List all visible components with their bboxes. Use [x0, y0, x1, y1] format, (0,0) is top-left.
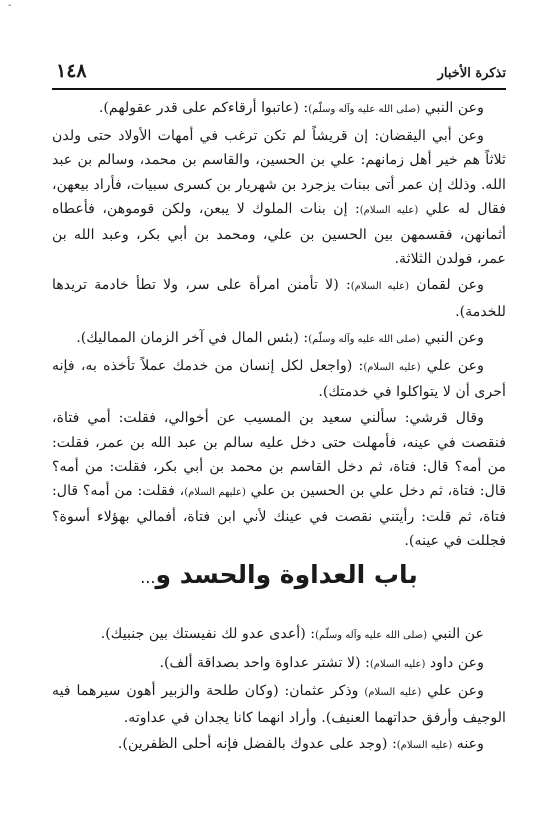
page-header	[52, 58, 506, 90]
paragraph-text: وذكر عثمان: (وكان طلحة والزبير أهون سيرهما فيه الوجيف وأرفق حداتهما العنيف). وأراد انهما كانا يجدان في عداوته.	[52, 683, 506, 726]
paragraph-text: : (عاتبوا أرقاءكم على قدر عقولهم).	[98, 100, 309, 116]
paragraph-1	[52, 96, 506, 122]
paragraph-4	[52, 326, 506, 352]
paragraph-text: وعن لقمان	[409, 277, 484, 294]
chapter-heading	[52, 560, 506, 589]
paragraph-text: : (واجعل لكل إنسان من خدمك عملاً تأخذه به، فإنه أحرى أن لا يتواكلوا في خدمتك).	[52, 358, 506, 401]
paragraph-text: وعن داود	[425, 654, 484, 671]
paragraph-7	[52, 622, 506, 649]
honorific-phrase: (عليه السلام)	[350, 281, 409, 293]
honorific-phrase: (عليهم السلام)	[184, 487, 246, 499]
page-edge-mark: -	[8, 0, 12, 11]
running-title: تذكرة الأخبار	[437, 66, 506, 81]
paragraph-text: : (بئس المال في آخر الزمان المماليك).	[76, 329, 309, 346]
paragraph-text: : (لا تشتر عداوة واحد بصداقة ألف).	[159, 654, 370, 671]
paragraph-8	[52, 651, 506, 678]
honorific-phrase: (عليه السلام)	[369, 658, 426, 670]
paragraph-6	[52, 406, 506, 553]
paragraph-9	[52, 679, 506, 730]
chapter-title: باب العداوة والحسد و	[155, 560, 418, 589]
paragraph-5	[52, 354, 506, 404]
paragraph-text: وعن أبي اليقضان: إن قريشاً لم تكن ترغب في أمهات الأولاد حتى ولدن ثلاثاً هم خير أهل زمانهم: علي بن الحسين، والقاسم بن محمد، وسالم بن عبد الله. وذلك إن عمر أتى ببنات يزجرد بن شهريار بن كسرى سبيات، فأراد بيعهن، فقال له علي	[52, 128, 506, 217]
paragraph-text: وقال قرشي: سألني سعيد بن المسيب عن أخوالي، فقلت: أمي فتاة، فنقصت في عينه، فأمهلت حتى دخل عليه سالم بن عبد الله بن عمر، فقلت: من أمه؟ قال: فتاة، ثم دخل القاسم بن محمد بن أبي بكر، فقلت: من أمه؟ قال: فتاة، ثم دخل علي بن الحسين بن علي	[52, 410, 506, 500]
honorific-phrase: (عليه السلام)	[359, 204, 419, 216]
page-number: ١٤٨	[56, 60, 87, 82]
paragraph-text: عن النبي	[427, 626, 484, 642]
honorific-phrase: (صلى الله عليه وآله وسلّم)	[315, 630, 428, 641]
honorific-phrase: (عليه السلام)	[396, 740, 453, 751]
honorific-phrase: (صلى الله عليه وآله وسلّم)	[308, 333, 421, 345]
paragraph-10	[52, 732, 506, 759]
paragraph-text: وعن علي	[421, 683, 485, 699]
paragraph-text: وعنه	[452, 736, 484, 752]
paragraph-text: : إن بنات الملوك لا يبعن، ولكن قوموهن، فأعطاه أثمانهن، فقسمهن بين الحسين بن علي، ومحمد بن أبي بكر، وعبد الله بن عمر، فولدن الثلاثة.	[52, 200, 506, 268]
paragraph-text: وعن النبي	[420, 100, 484, 116]
honorific-phrase: (عليه السلام)	[364, 687, 422, 698]
paragraph-3	[52, 273, 506, 323]
paragraph-text: : (أعدى عدو لك نفيستك بين جنبيك).	[100, 626, 316, 642]
chapter-text	[52, 622, 506, 761]
paragraph-text: ، فقلت: من أمه؟ قال: فتاة، ثم قلت: رأيتني نقصت في عينك لأني ابن فتاة، أفمالي بهؤلاء أسوة؟ فجللت في عينه).	[52, 483, 506, 550]
paragraph-text: وعن النبي	[420, 329, 484, 346]
honorific-phrase: (صلى الله عليه وآله وسلّم)	[308, 104, 421, 115]
honorific-phrase: (عليه السلام)	[363, 362, 421, 374]
paragraph-text: : (وجد على عدوك بالفضل فإنه أحلى الظفرين).	[117, 736, 397, 752]
chapter-ellipsis: ...	[140, 568, 156, 587]
paragraph-text: : (لا تأمنن امرأة على سر، ولا تطأ خادمة تريدها للخدمة).	[52, 277, 506, 320]
paragraph-2	[52, 124, 506, 271]
paragraph-text: وعن علي	[420, 358, 484, 375]
main-text	[52, 96, 506, 556]
